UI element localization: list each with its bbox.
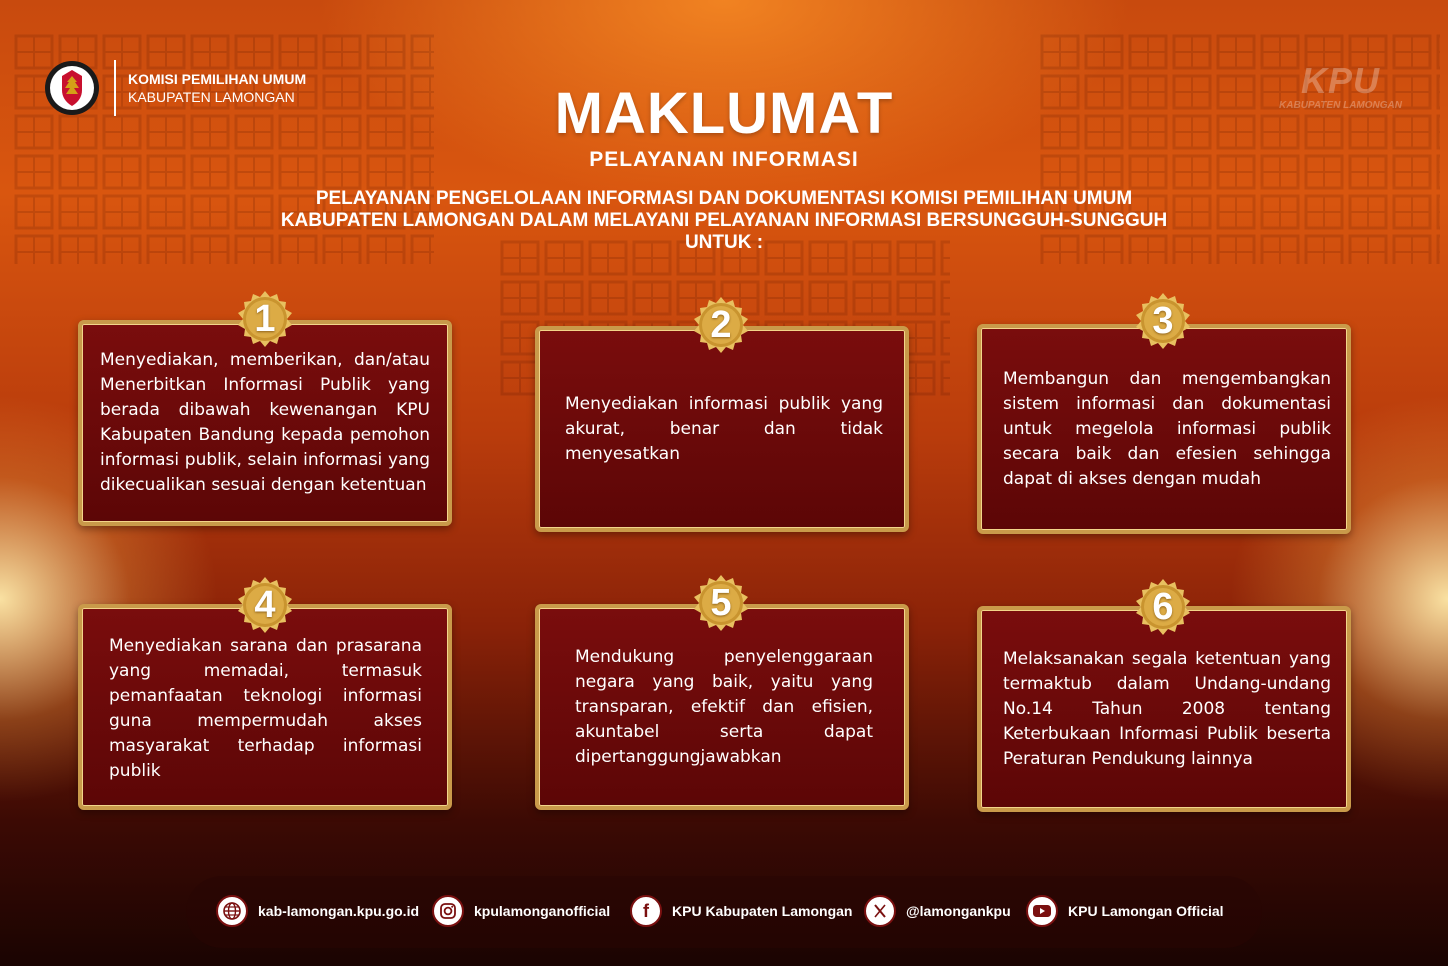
number-badge-2 [692,296,750,354]
badge-number: 1 [254,297,276,340]
number-badge-6 [1134,578,1192,636]
instagram-icon [432,895,464,927]
instagram-label: kpulamonganofficial [474,903,611,919]
youtube-icon [1026,895,1058,927]
commitment-text: Mendukung penyelenggaraan negara yang baik, yaitu yang transparan, efektif dan efisien, akuntabel serta dapat dipertanggungjawabkan [575,646,873,767]
footer-x-link[interactable] [864,895,1011,927]
intro-statement: PELAYANAN PENGELOLAAN INFORMASI DAN DOKUMENTASI KOMISI PEMILIHAN UMUM KABUPATEN LAMONGAN DALAM MELAYANI PELAYANAN INFORMASI BERSUNGGUH-SUNGGUH UNTUK : [280,188,1168,253]
badge-number: 3 [1152,299,1174,342]
footer-youtube-link[interactable] [1026,895,1224,927]
website-label: kab-lamongan.kpu.go.id [258,903,420,919]
commitment-card-6 [977,606,1351,812]
org-name: KOMISI PEMILIHAN UMUM [128,71,307,87]
facebook-label: KPU Kabupaten Lamongan [672,903,853,919]
footer-facebook-link[interactable] [630,895,852,927]
commitment-card-3 [977,324,1351,534]
commitment-text: Menyediakan sarana dan prasarana yang memadai, termasuk pemanfaatan teknologi informasi guna mempermudah akses masyarakat terhadap informasi publik [109,636,422,781]
number-badge-3 [1134,292,1192,350]
commitment-card-4 [78,604,452,810]
commitment-card-2 [535,326,909,532]
youtube-label: KPU Lamongan Official [1068,903,1224,919]
number-badge-1 [236,290,294,348]
globe-icon [216,895,248,927]
badge-number: 6 [1152,585,1174,628]
badge-number: 2 [710,303,732,346]
commitment-card-1 [78,320,452,526]
watermark-title: KPU [1301,60,1381,101]
footer-website-link[interactable] [216,895,419,927]
commitment-text: Menyediakan informasi publik yang akurat, benar dan tidak menyesatkan [565,393,883,464]
number-badge-5 [692,574,750,632]
badge-number: 5 [710,581,732,624]
org-subname: KABUPATEN LAMONGAN [128,89,295,105]
watermark-subtitle: KABUPATEN LAMONGAN [1279,100,1402,111]
commitment-text: Menyediakan, memberikan, dan/atau Menerbitkan Informasi Publik yang berada dibawah kewenangan KPU Kabupaten Bandung kepada pemohon informasi publik, selain informasi yang dikecualikan sesuai dengan ketentuan [100,350,430,495]
commitment-text: Melaksanakan segala ketentuan yang termaktub dalam Undang-undang No.14 Tahun 2008 tentang Keterbukaan Informasi Publik beserta Peraturan Pendukung lainnya [1003,648,1331,769]
page-subtitle: PELAYANAN INFORMASI [589,148,859,171]
footer-instagram-link[interactable] [432,895,610,927]
commitment-text: Membangun dan mengembangkan sistem informasi dan dokumentasi untuk megelola informasi publik secara baik dan efesien sehingga dapat di akses dengan mudah [1003,368,1331,489]
badge-number: 4 [254,583,276,626]
page-title: MAKLUMAT [554,81,894,146]
x-logo-icon [864,895,896,927]
x-label: @lamongankpu [906,903,1011,919]
facebook-icon: f [630,895,662,927]
number-badge-4 [236,576,294,634]
commitment-card-5 [535,604,909,810]
